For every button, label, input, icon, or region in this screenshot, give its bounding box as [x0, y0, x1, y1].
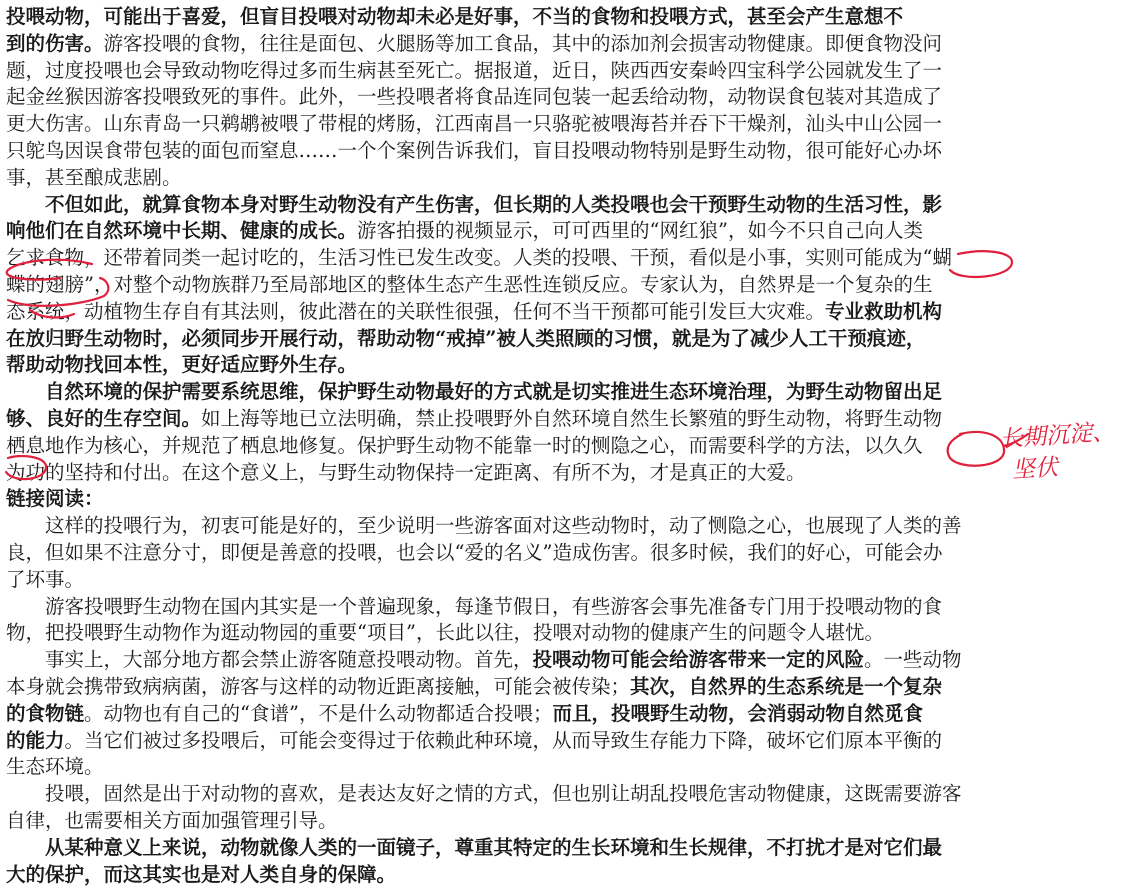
bold-text-run: 投喂动物，可能出于喜爱，但盲目投喂对动物却未必是好事，不当的食物和投喂方式，甚至会产生意想不 — [6, 5, 904, 28]
text-line — [6, 594, 942, 620]
text-line — [6, 486, 104, 512]
text-run: 态系统，动植物生存自有其法则，彼此潜在的关联性很强，任何不当干预都可能引发巨大灾难。 — [6, 299, 826, 323]
text-run: 良，但如果不注意分寸，即便是善意的投喂，也会以“爱的名义”造成伤害。很多时候，我们的好心，可能会办 — [6, 541, 943, 564]
text-run: 投喂，固然是出于对动物的喜欢，是表达友好之情的方式，但也别让胡乱投喂危害动物健康，这既需要游客 — [6, 782, 962, 806]
text-run: 乞求食物，还带着同类一起讨吃的，生活习性已发生改变。人类的投喂、干预，看似是小事，实则可能成为“蝴 — [6, 246, 952, 270]
bold-text-run: 够、良好的生存空间。 — [6, 407, 202, 430]
text-run: 。一些动物 — [864, 648, 962, 672]
text-run: 栖息地作为核心，并规范了栖息地修复。保护野生动物不能靠一时的恻隐之心，而需要科学的方法，以久久 — [6, 433, 923, 457]
text-line — [6, 111, 942, 137]
text-run: 这样的投喂行为，初衷可能是好的，至少说明一些游客面对这些动物时，动了恻隐之心，也展现了人类的善 — [6, 514, 962, 538]
bold-text-run: 响他们在自然环境中长期、健康的成长。 — [6, 219, 358, 243]
text-line — [6, 620, 884, 646]
text-run: 物，把投喂野生动物作为逛动物园的重要“项目”，长此以往，投喂对动物的健康产生的问题令人堪忧。 — [6, 621, 884, 645]
text-line — [6, 352, 357, 378]
text-line — [6, 701, 923, 727]
text-run: 生态环境。 — [6, 755, 104, 779]
text-line — [6, 862, 396, 888]
bold-text-run: 的能力 — [6, 728, 65, 752]
text-line — [6, 781, 962, 807]
text-run: 了坏事。 — [6, 567, 85, 591]
text-line — [6, 4, 903, 30]
circle-mark-hudie — [950, 251, 1012, 277]
text-line — [6, 138, 942, 164]
text-run: 游客投喂的食物，往往是面包、火腿肠等加工食品，其中的添加剂会损害动物健康。即便食物没问 — [103, 31, 943, 55]
bold-text-run: 大的保护，而这其实也是对人类自身的保障。 — [6, 862, 397, 886]
bold-text-run: 帮助动物找回本性，更好适应野外生存。 — [6, 353, 358, 377]
text-line — [6, 326, 925, 352]
text-run: 事，甚至酿成悲剧。 — [6, 165, 182, 189]
text-line — [6, 406, 942, 432]
bold-text-run: 不但如此，就算食物本身对野生动物没有产生伤害，但长期的人类投喂也会干预野生动物的生活习性，影 — [6, 192, 943, 216]
bold-text-run: 从某种意义上来说，动物就像人类的一面镜子，尊重其特定的生长环境和生长规律，不打扰才是对它们最 — [6, 835, 943, 859]
text-line — [6, 379, 942, 405]
text-line — [6, 433, 923, 459]
text-run: 为功的坚持和付出。在这个意义上，与野生动物保持一定距离、有所不为，才是真正的大爱。 — [6, 460, 806, 484]
text-run: 游客拍摄的视频显示，可可西里的“网红狼”，如今不只自己向人类 — [357, 219, 923, 243]
bold-text-run: 在放归野生动物时，必须同步开展行动，帮助动物“戒掉”被人类照顾的习惯，就是为了减少人工干预痕迹， — [6, 326, 926, 350]
bold-text-run: 专业救助机构 — [825, 299, 943, 323]
text-line — [6, 58, 942, 84]
text-run: 起金丝猴因游客投喂致死的事件。此外，一些投喂者将食品连同包装一起丢给动物，动物误食包装对其造成了 — [6, 85, 943, 109]
text-line — [6, 754, 104, 780]
text-run: 如上海等地已立法明确，禁止投喂野外自然环境自然生长繁殖的野生动物，将野生动物 — [201, 407, 943, 430]
text-run: 蝶的翅膀”，对整个动物族群乃至局部地区的整体生态产生恶性连锁反应。专家认为，自然界是一个复杂的生 — [6, 273, 933, 296]
bold-text-run: 其次，自然界的生态系统是一个复杂 — [630, 675, 943, 698]
text-run: 题，过度投喂也会导致动物吃得过多而生病甚至死亡。据报道，近日，陕西西安秦岭四宝科学公园就发生了一 — [6, 58, 943, 82]
text-line — [6, 165, 182, 191]
text-line — [6, 272, 932, 298]
bold-text-run: 到的伤害。 — [6, 31, 104, 55]
text-line — [6, 84, 942, 110]
text-line — [6, 218, 923, 244]
text-line — [6, 299, 942, 325]
text-line — [6, 245, 952, 271]
bold-text-run: 而且，投喂野生动物，会消弱动物自然觅食 — [552, 701, 923, 725]
text-run: 只鸵鸟因误食带包装的面包而窒息……一个个案例告诉我们，盲目投喂动物特别是野生动物，很可能好心办坏 — [6, 139, 943, 162]
text-line — [6, 567, 84, 593]
text-run: 。动物也有自己的“食谱”，不是什么动物都适合投喂； — [84, 701, 553, 725]
text-line — [6, 674, 942, 700]
text-line — [6, 31, 942, 57]
text-run: 本身就会携带致病病菌，游客与这样的动物近距离接触，可能会被传染； — [6, 675, 631, 698]
text-line — [6, 728, 942, 754]
handwritten-note-line-1: 长期沉淀、 — [999, 419, 1116, 453]
bold-text-run: 的食物链 — [6, 701, 85, 725]
text-line — [6, 460, 806, 486]
text-line — [6, 808, 338, 834]
text-run: 事实上，大部分地方都会禁止游客随意投喂动物。首先， — [6, 648, 533, 672]
circle-mark-jiujiu — [948, 432, 1004, 466]
text-line — [6, 540, 942, 566]
text-run: 自律，也需要相关方面加强管理引导。 — [6, 809, 338, 832]
text-run: 更大伤害。山东青岛一只鹈鹕被喂了带棍的烤肠，江西南昌一只骆驼被喂海苔并吞下干燥剂，汕头中山公园一 — [6, 112, 943, 136]
text-line — [6, 647, 962, 673]
text-run: 。当它们被过多投喂后，可能会变得过于依赖此种环境，从而导致生存能力下降，破坏它们原本平衡的 — [64, 728, 943, 752]
bold-text-run: 自然环境的保护需要系统思维，保护野生动物最好的方式就是切实推进生态环境治理，为野生动物留出足 — [6, 380, 943, 404]
bold-text-run: 投喂动物可能会给游客带来一定的风险 — [532, 648, 865, 672]
handwritten-note-line-2: 坚伏 — [1011, 454, 1059, 484]
text-line — [6, 835, 942, 861]
text-line — [6, 513, 962, 539]
text-run: 游客投喂野生动物在国内其实是一个普遍现象，每逢节假日，有些游客会事先准备专门用于投喂动物的食 — [6, 594, 943, 618]
bold-text-run: 链接阅读： — [6, 487, 104, 511]
text-line — [6, 192, 942, 218]
